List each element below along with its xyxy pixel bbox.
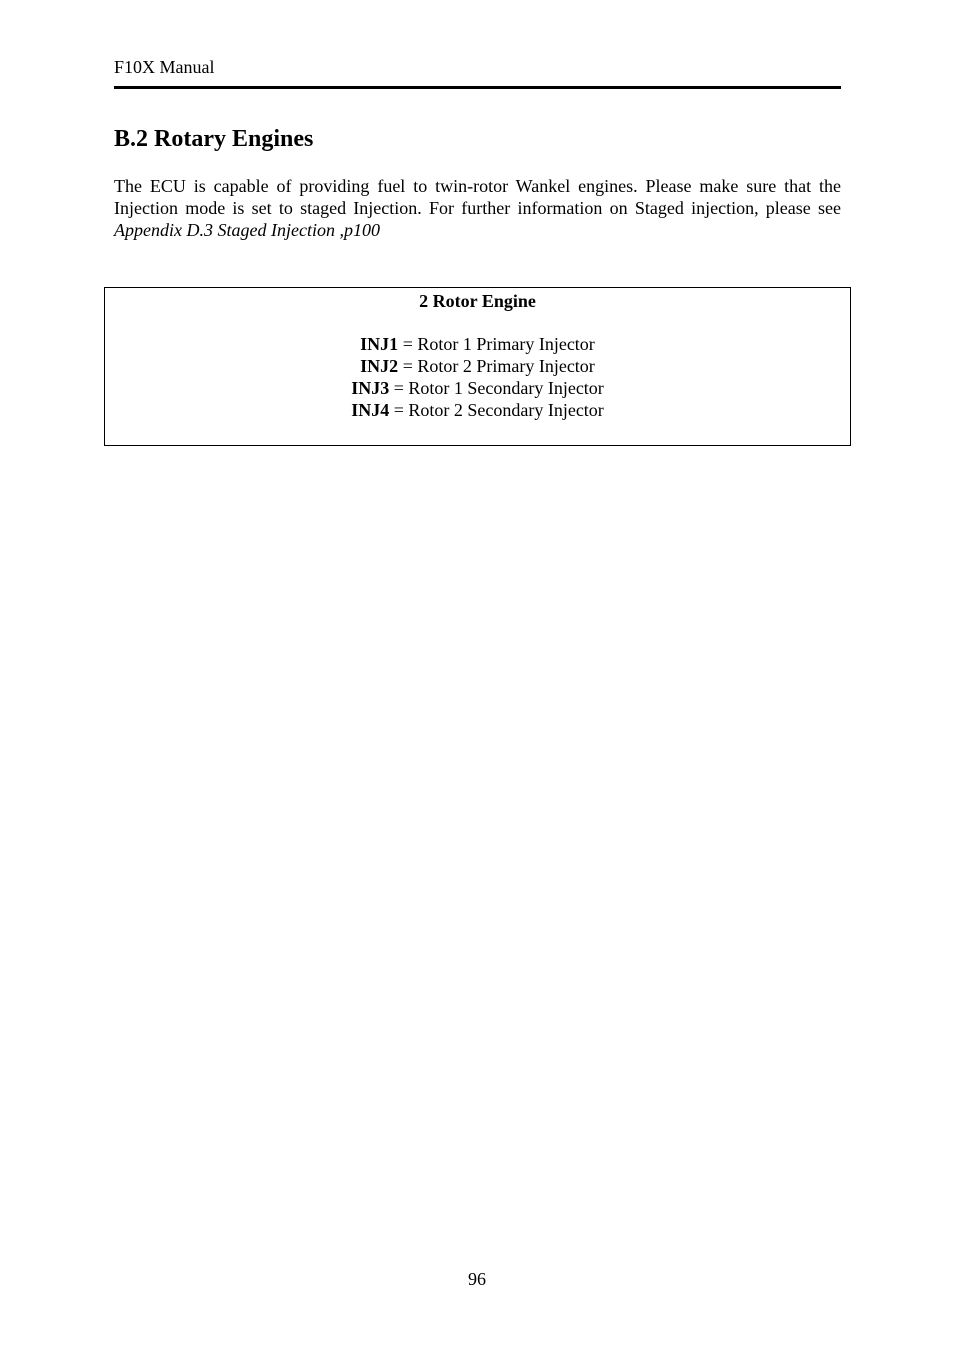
box-title: 2 Rotor Engine	[419, 291, 536, 311]
injector-description: = Rotor 2 Primary Injector	[398, 356, 595, 376]
section-paragraph	[114, 175, 841, 241]
injector-line	[105, 333, 850, 355]
injector-description: = Rotor 1 Secondary Injector	[389, 378, 604, 398]
injector-line	[105, 377, 850, 399]
injector-line	[105, 355, 850, 377]
section-title: B.2 Rotary Engines	[114, 126, 314, 152]
injector-code: INJ4	[351, 400, 390, 420]
rotor-engine-box	[104, 287, 851, 446]
injector-line	[105, 399, 850, 421]
page-header: F10X Manual	[114, 57, 215, 77]
paragraph-text: The ECU is capable of providing fuel to twin-rotor Wankel engines. Please make sure that the Injection mode is set to staged Injection. For further information on Staged injection, please see	[114, 176, 841, 218]
header-rule	[114, 86, 841, 89]
injector-description: = Rotor 2 Secondary Injector	[389, 400, 604, 420]
page-number: 96	[468, 1269, 486, 1289]
injector-description: = Rotor 1 Primary Injector	[398, 334, 595, 354]
appendix-reference: Appendix D.3 Staged Injection ,p100	[114, 220, 380, 240]
injector-code: INJ1	[360, 334, 399, 354]
injector-code: INJ3	[351, 378, 390, 398]
injector-code: INJ2	[360, 356, 399, 376]
injector-list	[105, 333, 850, 421]
